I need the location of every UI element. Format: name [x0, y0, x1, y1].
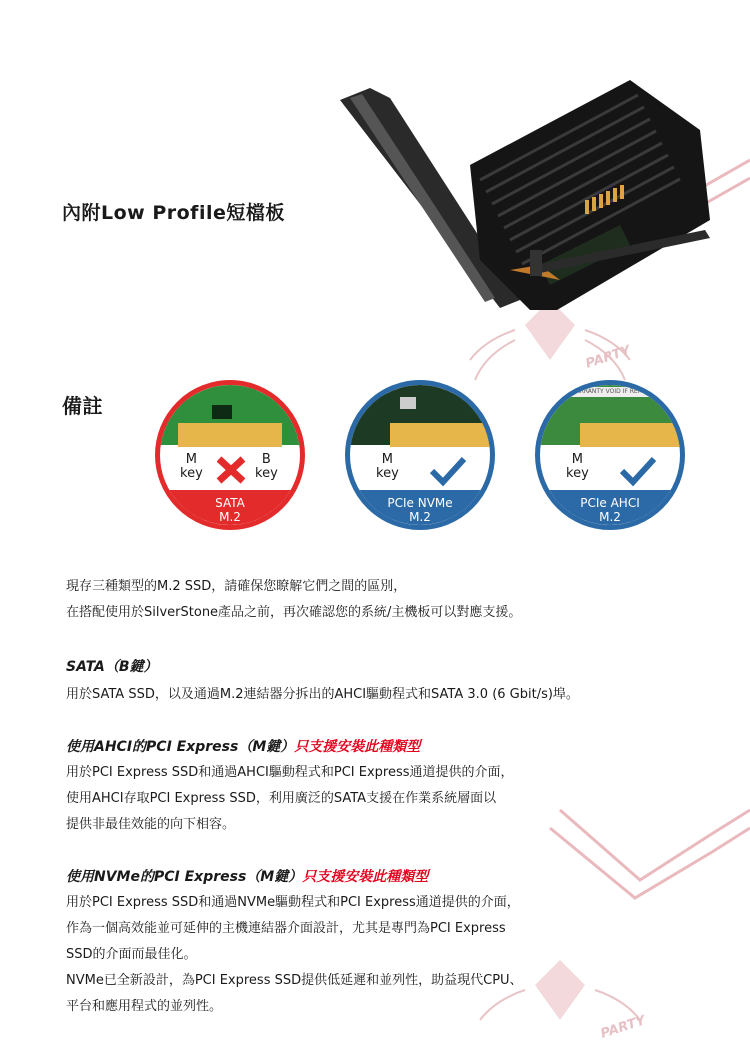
- ahci-description: 用於PCI Express SSD和通過AHCI驅動程式和PCI Express通道提供的介面， 使用AHCI存取PCI Express SSD，利用廣泛的SATA支援在作業系統層面以 提供非最佳效能的向下相容。: [66, 765, 514, 832]
- badge-form-label: M.2: [599, 510, 621, 524]
- ahci-warning: 只支援安裝此種類型: [294, 739, 421, 755]
- badge-type-label: PCIe AHCI: [580, 496, 640, 510]
- watermark-logo-text: PARTY: [583, 343, 633, 372]
- nvme-title: 使用NVMe的PCI Express（M鍵）只支援安裝此種類型: [66, 869, 429, 885]
- notes-heading: 備註: [62, 394, 103, 418]
- check-icon: [618, 455, 658, 487]
- sata-description: 用於SATA SSD，以及通過M.2連結器分拆出的AHCI驅動程式和SATA 3.0 (6 Gbit/s)埠。: [66, 687, 579, 702]
- ahci-title: 使用AHCI的PCI Express（M鍵）只支援安裝此種類型: [66, 739, 421, 755]
- nvme-warning: 只支援安裝此種類型: [302, 869, 429, 885]
- sata-m2-badge: [155, 380, 305, 530]
- badge-form-label: M.2: [409, 510, 431, 524]
- check-icon: [428, 455, 468, 487]
- intro-line: 在搭配使用於SilverStone產品之前，再次確認您的系統/主機板可以對應支援。: [66, 605, 522, 620]
- m-key-label: M key: [566, 452, 589, 481]
- pcie-nvme-m2-badge: [345, 380, 495, 530]
- intro-text: [66, 574, 521, 626]
- intro-line: 現存三種類型的M.2 SSD，請確保您瞭解它們之間的區別，: [66, 579, 407, 594]
- ahci-section: [66, 736, 514, 838]
- gold-contacts: [390, 423, 490, 447]
- top-heading: 內附Low Profile短檔板: [62, 202, 285, 224]
- m-key-label: M key: [376, 452, 399, 481]
- badge-type-label: PCIe NVMe: [387, 496, 453, 510]
- sata-title: SATA（B鍵）: [66, 659, 158, 675]
- cross-icon: [215, 455, 247, 485]
- gold-contacts: [178, 423, 282, 447]
- m-key-label: M key: [180, 452, 203, 481]
- pcie-card-image: [330, 70, 730, 310]
- nvme-description: 用於PCI Express SSD和通過NVMe驅動程式和PCI Express通道提供的介面， 作為一個高效能並可延伸的主機連結器介面設計，尤其是專門為PCI Express SSD的介面而最佳化。 NVMe已全新設計，為PCI Express SSD提供低延遲和並列性，助益現代CPU、 平台和應用程式的並列性。: [66, 895, 523, 1014]
- b-key-label: B key: [255, 452, 278, 481]
- badge-type-label: SATA: [215, 496, 245, 510]
- watermark-logo-text-bottom: PARTY: [598, 1013, 648, 1042]
- warranty-sticker: WARRANTY VOID IF REMOVED: [560, 387, 670, 397]
- gold-contacts: [580, 423, 680, 447]
- nvme-section: [66, 866, 523, 1020]
- pcie-ahci-m2-badge: [535, 380, 685, 530]
- sata-section: [66, 656, 579, 708]
- badge-form-label: M.2: [219, 510, 241, 524]
